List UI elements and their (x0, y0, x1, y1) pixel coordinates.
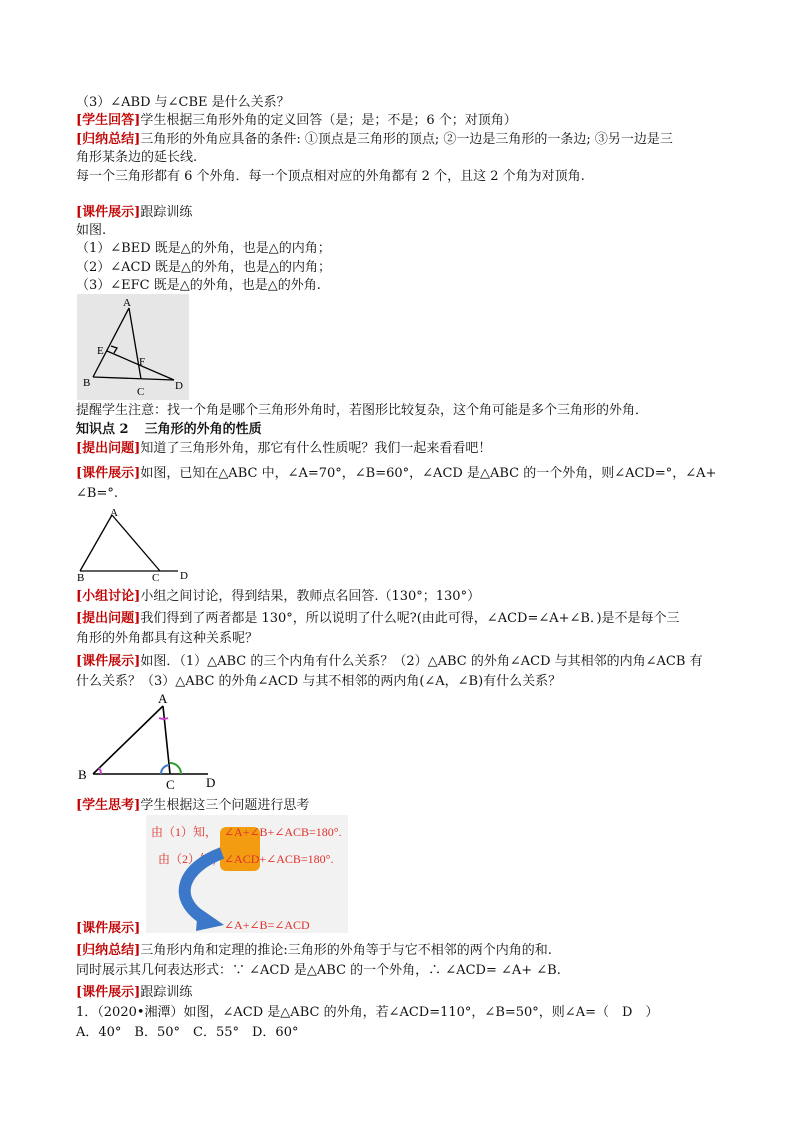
triangle-figure-1 (77, 294, 189, 400)
label-b-2: B (77, 572, 85, 583)
show2-line (76, 653, 703, 671)
show-text-2a: 如图，已知在△ABC 中，∠A=70°，∠B=60°，∠ACD 是△ABC 的一个外角，则∠ACD=°，∠A+ (140, 466, 717, 481)
triangle-figure-2 (74, 507, 194, 583)
figure-intro: 如图. (76, 223, 107, 238)
summary-tag: [归纳总结] (76, 132, 141, 147)
label-a-2: A (110, 507, 118, 519)
angle-b-mark (99, 768, 101, 774)
student-answer-line (76, 112, 517, 130)
student-answer-text: 学生根据三角形外角的定义回答（是；是；不是；6 个；对顶角） (140, 113, 517, 128)
show-line (76, 204, 192, 222)
triangle-figure-3 (74, 692, 224, 792)
show-line-2 (76, 465, 716, 483)
slide-line-1-prefix: 由（1）知， (151, 825, 218, 839)
student-answer-tag: [学生回答] (76, 113, 141, 128)
figure-1-background (77, 294, 189, 400)
exercise-options: A．40° B．50° C．55° D．60° (76, 1025, 299, 1040)
show-tag-2: [课件展示] (76, 466, 141, 481)
show-text-2b: ∠B=°. (76, 486, 118, 501)
label-d-2: D (180, 570, 188, 582)
slide-image (146, 815, 348, 933)
label-c: C (137, 386, 145, 398)
ask-text: 知道了三角形外角，那它有什么性质呢？我们一起来看看吧！ (140, 441, 492, 456)
summary-line-3: 每一个三角形都有 6 个外角．每一个顶点相对应的外角都有 2 个，且这 2 个角为对顶角. (76, 169, 585, 184)
summary2-line (76, 942, 552, 960)
exercise-item-1: （1）∠BED 既是△的外角，也是△的内角； (76, 241, 331, 256)
segment-ab-3 (93, 706, 163, 774)
ask-tag: [提出问题] (76, 441, 141, 456)
label-c-3: C (166, 777, 175, 792)
exercise-item-2: （2）∠ACD 既是△的外角，也是△的内角； (76, 260, 332, 275)
slide-line-2-prefix: 由（2）知， (158, 852, 225, 866)
summary-text-1: 三角形的外角应具备的条件: ①顶点是三角形的顶点; ②一边是三角形的一条边; ③另一边是三 (140, 132, 673, 147)
show4-text: 跟踪训练 (140, 985, 193, 1000)
exercise-item-3: （3）∠EFC 既是△的外角，也是△的外角. (76, 278, 321, 293)
show2-tag: [课件展示] (76, 654, 141, 669)
angle-acb-mark (161, 765, 169, 774)
angle-acd-mark (170, 763, 181, 774)
ask2-line (76, 610, 680, 628)
show-tag: [课件展示] (76, 205, 141, 220)
geometric-form: 同时展示其几何表达形式：∵ ∠ACD 是△ABC 的一个外角，∴ ∠ACD= ∠A+ ∠B. (76, 963, 561, 978)
group-text: 小组之间讨论，得到结果，教师点名回答.（130°；130°） (140, 589, 481, 604)
ask2-text: 我们得到了两者都是 130°，所以说明了什么呢?(由此可得，∠ACD=∠A+∠B．)是不是每个三 (140, 611, 680, 626)
segment-ac-3 (163, 706, 170, 774)
angle-a-mark (159, 718, 168, 719)
ask2-tag: [提出问题] (76, 611, 141, 626)
think-text: 学生根据这三个问题进行思考 (140, 798, 310, 813)
show3-tag: [课件展示] (76, 921, 141, 936)
show2-text-2: 什么关系？（3）△ABC 的外角∠ACD 与其不相邻的两内角(∠A，∠B)有什么关系？ (76, 674, 562, 689)
section-heading (76, 421, 262, 439)
show2-text: 如图．（1）△ABC 的三个内角有什么关系？（2）△ABC 的外角∠ACD 与其相邻的内角∠ACB 有 (140, 654, 703, 669)
label-b-3: B (78, 767, 87, 782)
heading-title: 三角形的外角的性质 (144, 422, 262, 437)
slide-line-1-eq: ∠A+∠B+∠ACB=180°. (224, 825, 342, 839)
heading-number: 知识点 2 (76, 422, 129, 437)
summary-line-2: 角形某条边的延长线. (76, 150, 198, 165)
question-3: （3）∠ABD 与∠CBE 是什么关系？ (76, 95, 290, 110)
segment-ab-2 (80, 515, 112, 571)
slide-line-2-eq: ∠ACD+∠ACB=180°. (224, 852, 334, 866)
reminder: 提醒学生注意：找一个角是哪个三角形外角时，若图形比较复杂，这个角可能是多个三角形的外角． (76, 403, 649, 418)
summary-line-1 (76, 131, 673, 149)
group-line (76, 588, 480, 606)
show-text: 跟踪训练 (140, 205, 193, 220)
group-tag: [小组讨论] (76, 589, 141, 604)
label-d: D (175, 380, 183, 392)
ask-line (76, 440, 491, 458)
label-d-3: D (206, 775, 216, 790)
show4-line (76, 984, 192, 1002)
summary2-text: 三角形内角和定理的推论:三角形的外角等于与它不相邻的两个内角的和. (140, 943, 552, 958)
label-f: F (139, 356, 146, 368)
label-b: B (83, 377, 91, 389)
think-line (76, 797, 309, 815)
slide-result: ∠A+∠B=∠ACD (224, 918, 310, 932)
exercise-question-1: 1．（2020•湘潭）如图，∠ACD 是△ABC 的外角，若∠ACD=110°，∠B=50°，则∠A=（ D ） (76, 1005, 659, 1020)
show4-tag: [课件展示] (76, 985, 141, 1000)
label-a: A (123, 297, 131, 309)
show3-line (76, 920, 140, 938)
label-e: E (97, 345, 104, 357)
think-tag: [学生思考] (76, 798, 141, 813)
segment-ac-2 (112, 515, 160, 571)
label-c-2: C (152, 572, 160, 583)
ask2-text-2: 角形的外角都具有这种关系呢？ (76, 631, 259, 646)
label-a-3: A (158, 692, 168, 706)
summary2-tag: [归纳总结] (76, 943, 141, 958)
